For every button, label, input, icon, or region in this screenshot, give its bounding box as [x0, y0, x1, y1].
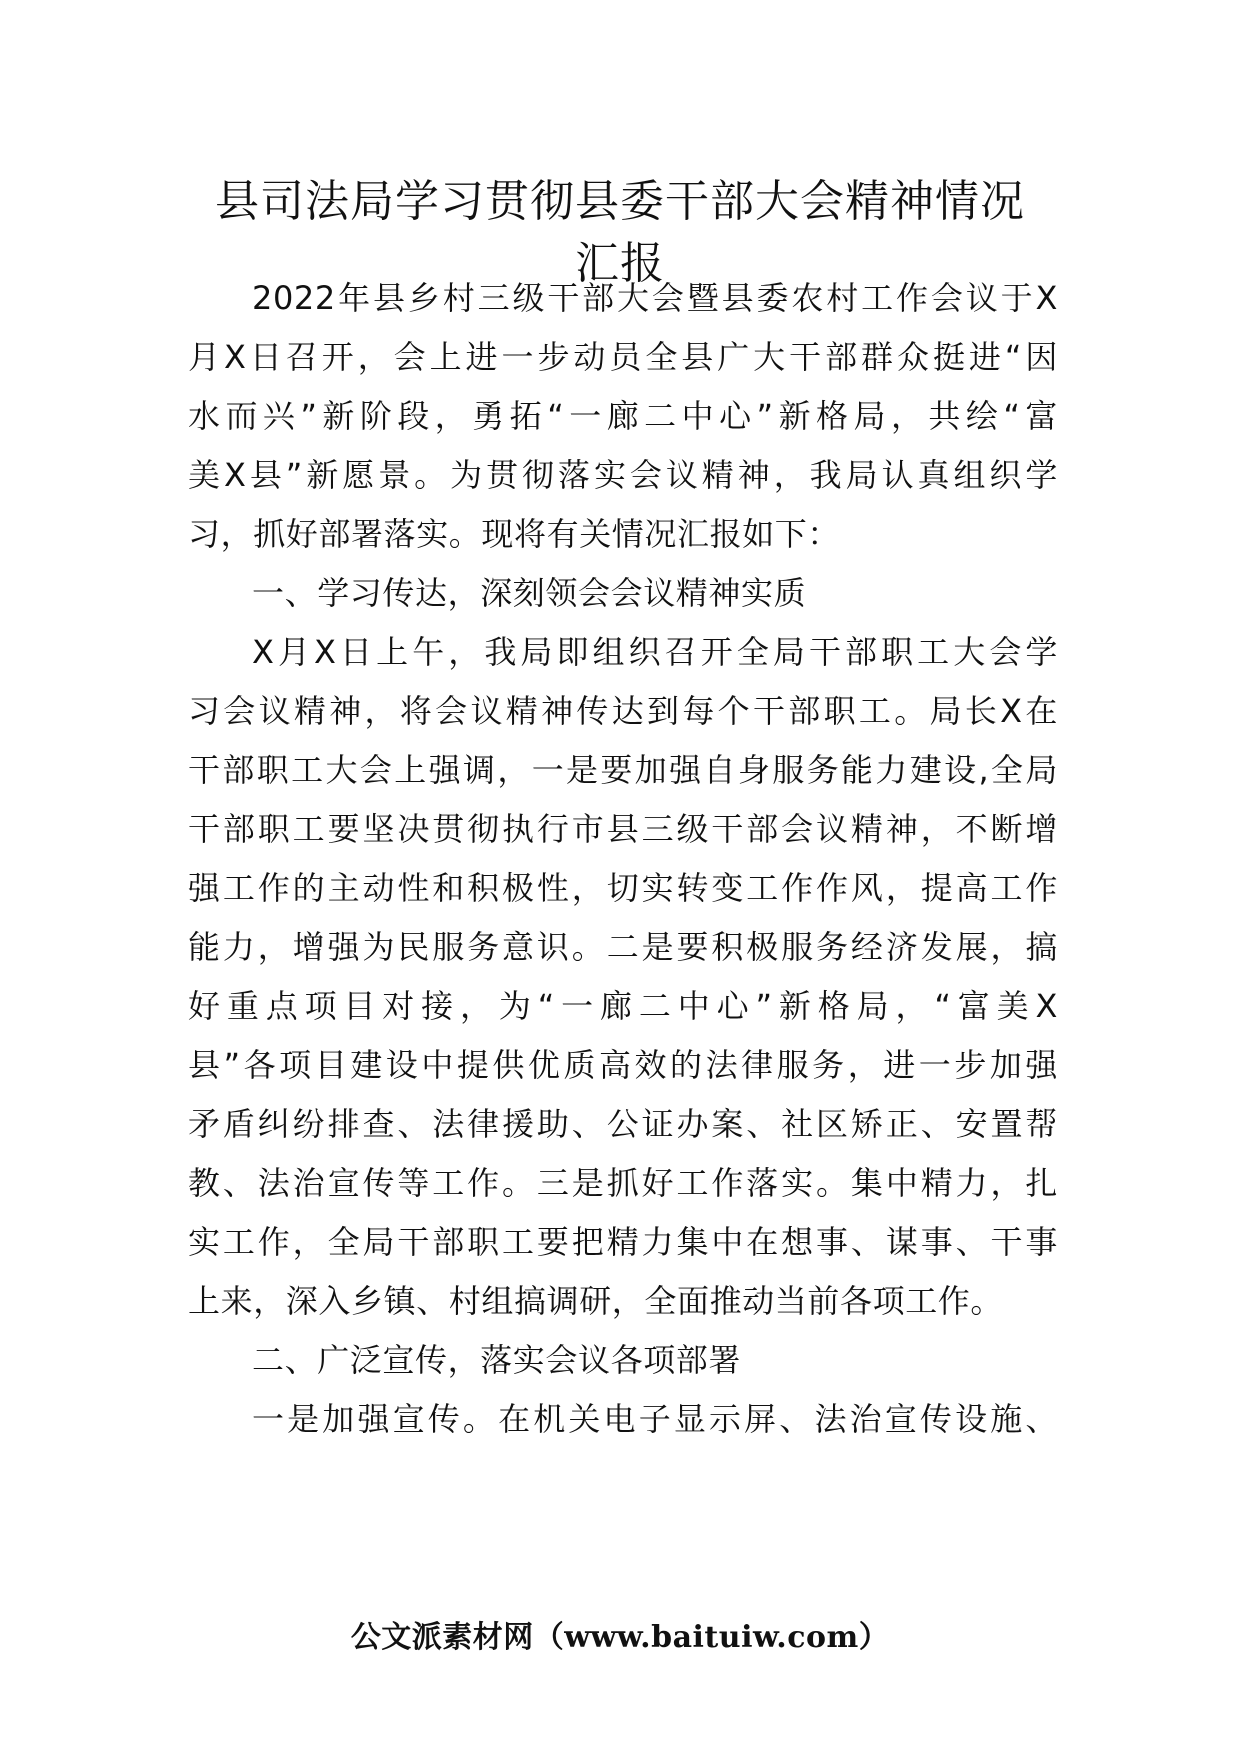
- body-line: 美X县”新愿景。为贯彻落实会议精神，我局认真组织学: [188, 456, 1058, 494]
- body-line: 教、法治宣传等工作。三是抓好工作落实。集中精力，扎: [188, 1164, 1058, 1202]
- body-line: 好重点项目对接，为“一廊二中心”新格局，“富美X: [188, 987, 1058, 1025]
- body-line: 二、广泛宣传，落实会议各项部署: [252, 1341, 742, 1379]
- body-line: X月X日上午，我局即组织召开全局干部职工大会学: [252, 633, 1058, 671]
- watermark-footer: 公文派素材网（www.baituiw.com）: [350, 1620, 890, 1655]
- body-line: 矛盾纠纷排查、法律援助、公证办案、社区矫正、安置帮: [188, 1105, 1058, 1143]
- body-line: 月X日召开，会上进一步动员全县广大干部群众挺进“因: [188, 338, 1058, 376]
- body-line: 水而兴”新阶段，勇拓“一廊二中心”新格局，共绘“富: [188, 397, 1058, 435]
- body-line: 2022年县乡村三级干部大会暨县委农村工作会议于X: [252, 279, 1058, 317]
- document-title-line-1: 县司法局学习贯彻县委干部大会精神情况: [215, 176, 1025, 227]
- body-line: 能力，增强为民服务意识。二是要积极服务经济发展，搞: [188, 928, 1058, 966]
- body-line: 习，抓好部署落实。现将有关情况汇报如下：: [188, 515, 841, 553]
- body-line: 强工作的主动性和积极性，切实转变工作作风，提高工作: [188, 869, 1058, 907]
- body-line: 上来，深入乡镇、村组搞调研，全面推动当前各项工作。: [188, 1282, 1004, 1320]
- body-line: 干部职工要坚决贯彻执行市县三级干部会议精神，不断增: [188, 810, 1058, 848]
- body-line: 实工作，全局干部职工要把精力集中在想事、谋事、干事: [188, 1223, 1058, 1261]
- body-line: 县”各项目建设中提供优质高效的法律服务，进一步加强: [188, 1046, 1058, 1084]
- document-title-line-2: 汇报: [575, 238, 665, 289]
- body-line: 干部职工大会上强调，一是要加强自身服务能力建设,全局: [188, 751, 1058, 789]
- body-line: 一是加强宣传。在机关电子显示屏、法治宣传设施、: [252, 1400, 1058, 1438]
- body-line: 习会议精神，将会议精神传达到每个干部职工。局长X在: [188, 692, 1058, 730]
- body-line: 一、学习传达，深刻领会会议精神实质: [252, 574, 807, 612]
